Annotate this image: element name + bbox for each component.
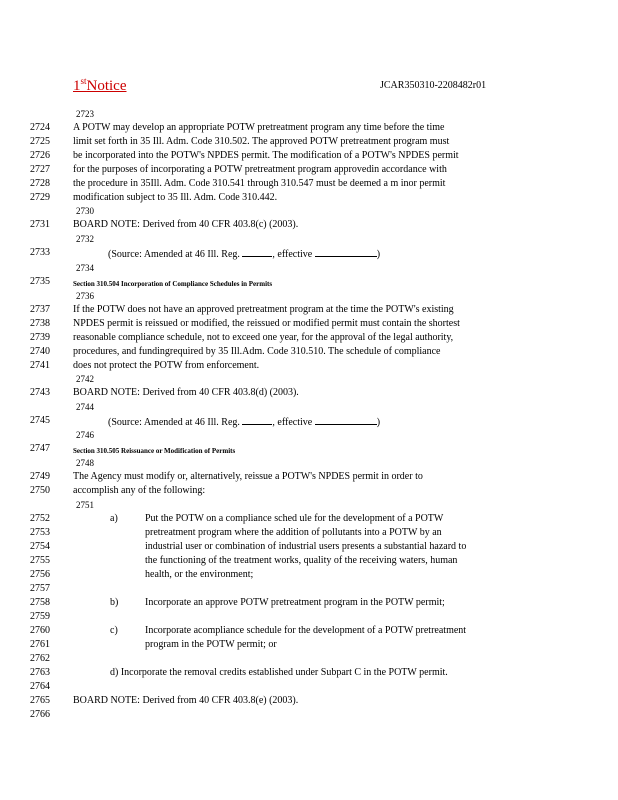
line-number: 2723 (76, 109, 94, 119)
source-text: , effective (272, 249, 313, 260)
notice-header (73, 76, 127, 95)
line-number: 2754 (30, 541, 50, 552)
text-line: If the POTW does not have an approved pretreatment program at the time the POTW's existing (73, 304, 454, 315)
source-text: ) (376, 249, 381, 260)
list-item-text: health, or the environment; (145, 569, 254, 580)
line-number: 2739 (30, 332, 50, 343)
line-number: 2752 (30, 513, 50, 524)
line-number: 2760 (30, 625, 50, 636)
list-item-text: industrial user or combination of industrial users presents a substantial hazard to (145, 541, 467, 552)
list-item-text: Incorporate an approve POTW pretreatment program in the POTW permit; (145, 597, 445, 608)
line-number: 2744 (76, 402, 94, 412)
line-number: 2729 (30, 192, 50, 203)
line-number: 2740 (30, 346, 50, 357)
text-line: for the purposes of incorporating a POTW pretreatment program approvedin accordance with (73, 164, 447, 175)
line-number: 2759 (30, 611, 50, 622)
line-number: 2731 (30, 219, 50, 230)
line-number: 2757 (30, 583, 50, 594)
line-number: 2764 (30, 681, 50, 692)
line-number: 2734 (76, 263, 94, 273)
list-marker: a) (110, 513, 118, 524)
section-heading: Section 310.504 Incorporation of Compliance Schedules in Permits (73, 280, 273, 288)
blank-line (315, 415, 377, 425)
line-number: 2733 (30, 247, 50, 258)
notice-superscript: st (80, 76, 87, 86)
text-line: the procedure in 35Ill. Adm. Code 310.541 through 310.547 must be deemed a m inor permit (73, 178, 446, 189)
line-number: 2746 (76, 430, 94, 440)
document-code: JCAR350310-2208482r01 (380, 80, 487, 91)
board-note: BOARD NOTE: Derived from 40 CFR 403.8(d) (2003). (73, 387, 299, 398)
list-marker: b) (110, 597, 119, 608)
blank-line (315, 247, 377, 257)
line-number: 2725 (30, 136, 50, 147)
line-number: 2748 (76, 458, 94, 468)
list-item-text: d) Incorporate the removal credits established under Subpart C in the POTW permit. (110, 667, 448, 678)
line-number: 2758 (30, 597, 50, 608)
text-line: accomplish any of the following: (73, 485, 206, 496)
line-number: 2756 (30, 569, 50, 580)
line-number: 2762 (30, 653, 50, 664)
board-note: BOARD NOTE: Derived from 40 CFR 403.8(e) (2003). (73, 695, 299, 706)
list-marker: c) (110, 625, 118, 636)
text-line: does not protect the POTW from enforcement. (73, 360, 260, 371)
notice-number: 1 (73, 78, 81, 94)
source-text: ) (376, 417, 381, 428)
line-number: 2735 (30, 276, 50, 287)
section-heading: Section 310.505 Reissuance or Modification of Permits (73, 447, 236, 455)
notice-word: Notice (86, 78, 127, 94)
line-number: 2755 (30, 555, 50, 566)
list-item-text: Incorporate acompliance schedule for the development of a POTW pretreatment (145, 625, 467, 636)
text-line: be incorporated into the POTW's NPDES permit. The modification of a POTW's NPDES permit (73, 150, 459, 161)
line-number: 2728 (30, 178, 50, 189)
line-number: 2738 (30, 318, 50, 329)
line-number: 2737 (30, 304, 50, 315)
list-item-text: the functioning of the treatment works, quality of the receiving waters, human (145, 555, 458, 566)
list-item-text: pretreatment program where the addition of pollutants into a POTW by an (145, 527, 442, 538)
line-number: 2736 (76, 291, 94, 301)
source-text: (Source: Amended at 46 Ill. Reg. (108, 249, 240, 260)
blank-line (242, 247, 272, 257)
blank-line (242, 415, 272, 425)
line-number: 2743 (30, 387, 50, 398)
source-text: , effective (272, 417, 313, 428)
line-number: 2741 (30, 360, 50, 371)
line-number: 2730 (76, 206, 94, 216)
line-number: 2727 (30, 164, 50, 175)
text-line: procedures, and fundingrequired by 35 Ill.Adm. Code 310.510. The schedule of compliance (73, 346, 441, 357)
source-text: (Source: Amended at 46 Ill. Reg. (108, 417, 240, 428)
text-line: NPDES permit is reissued or modified, the reissued or modified permit must contain the shortest (73, 318, 460, 329)
source-note (108, 415, 380, 429)
text-line: A POTW may develop an appropriate POTW pretreatment program any time before the time (73, 122, 445, 133)
line-number: 2753 (30, 527, 50, 538)
line-number: 2745 (30, 415, 50, 426)
line-number: 2751 (76, 500, 94, 510)
line-number: 2747 (30, 443, 50, 454)
text-line: The Agency must modify or, alternatively, reissue a POTW's NPDES permit in order to (73, 471, 423, 482)
line-number: 2749 (30, 471, 50, 482)
text-line: reasonable compliance schedule, not to exceed one year, for the approval of the legal authority, (73, 332, 454, 343)
line-number: 2732 (76, 234, 94, 244)
line-number: 2766 (30, 709, 50, 720)
line-number: 2750 (30, 485, 50, 496)
line-number: 2724 (30, 122, 50, 133)
line-number: 2765 (30, 695, 50, 706)
list-item-text: program in the POTW permit; or (145, 639, 277, 650)
text-line: modification subject to 35 Ill. Adm. Code 310.442. (73, 192, 278, 203)
line-number: 2726 (30, 150, 50, 161)
text-line: limit set forth in 35 Ill. Adm. Code 310.502. The approved POTW pretreatment program must (73, 136, 450, 147)
source-note (108, 247, 380, 261)
board-note: BOARD NOTE: Derived from 40 CFR 403.8(c) (2003). (73, 219, 299, 230)
line-number: 2763 (30, 667, 50, 678)
line-number: 2761 (30, 639, 50, 650)
list-item-text: Put the POTW on a compliance sched ule for the development of a POTW (145, 513, 444, 524)
line-number: 2742 (76, 374, 94, 384)
